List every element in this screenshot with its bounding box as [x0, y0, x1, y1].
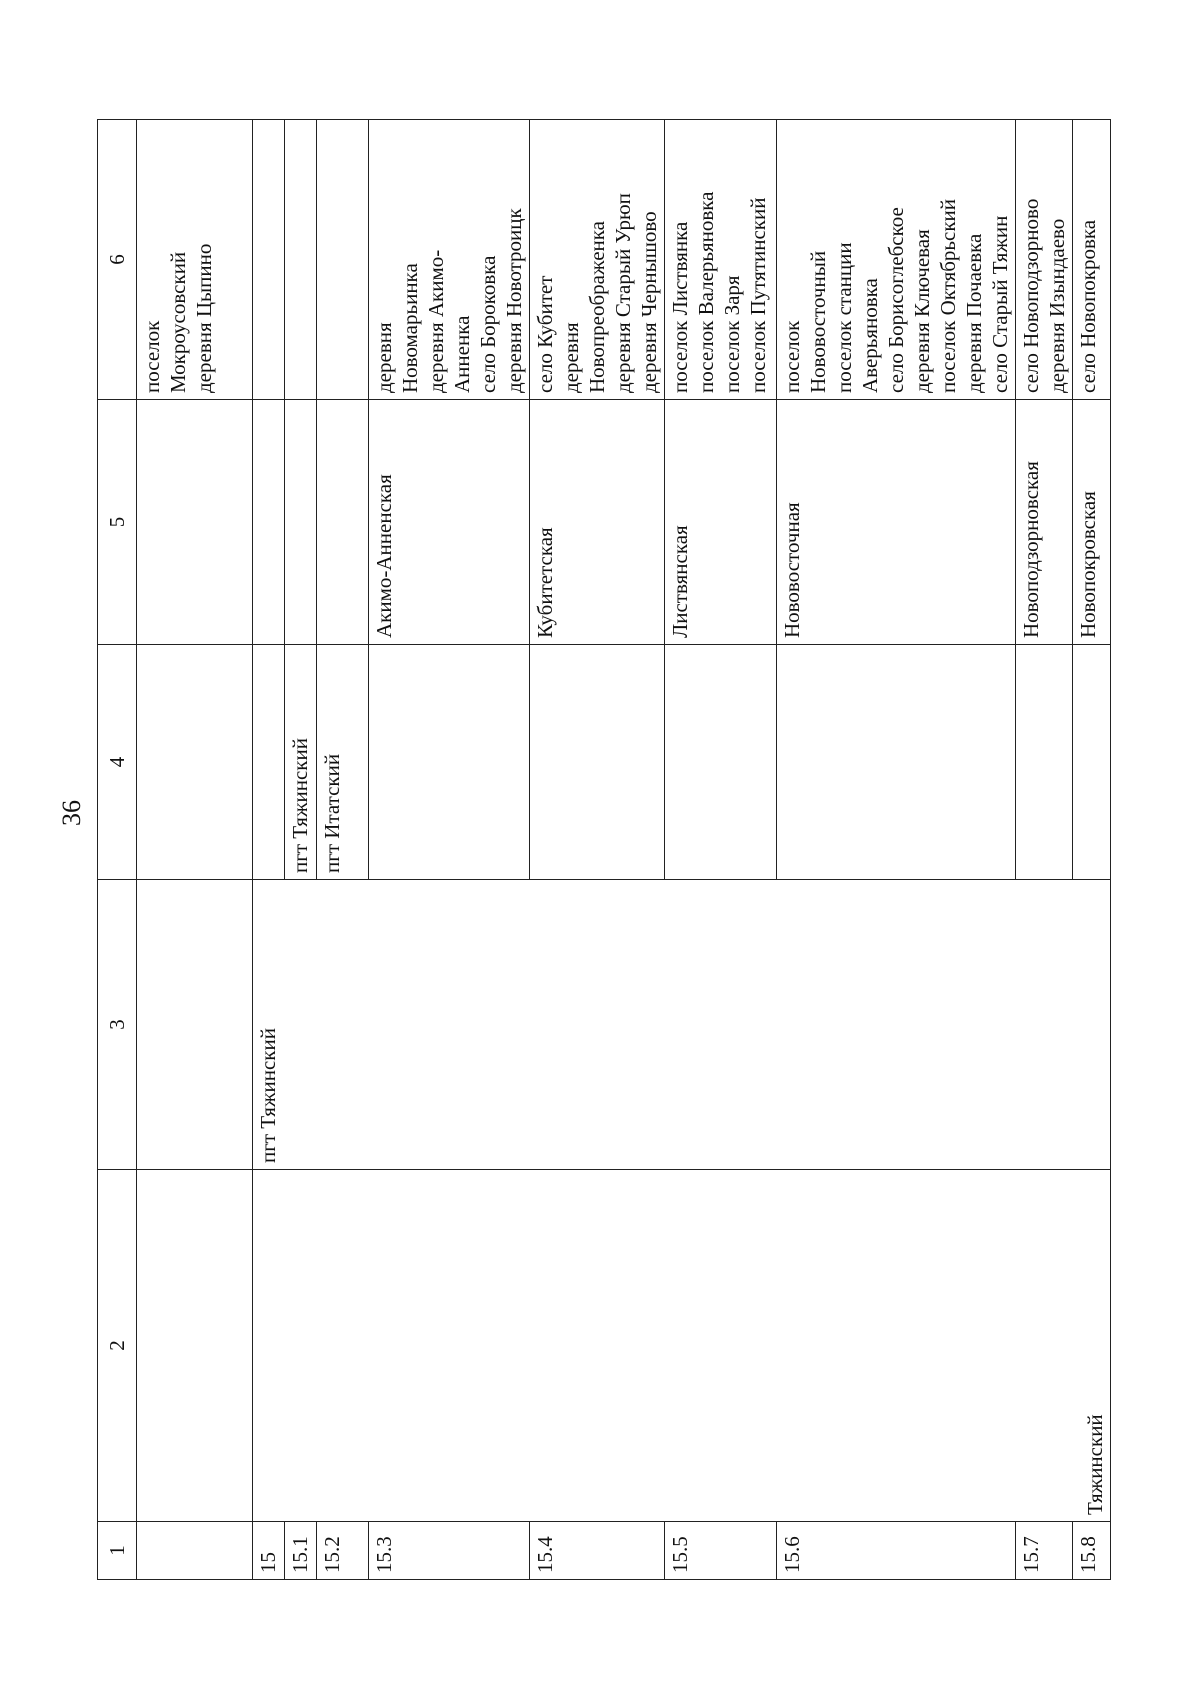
- rural-settlement: Нововосточная: [777, 400, 1016, 645]
- row-number: 15: [253, 1522, 285, 1580]
- settlements-cell: [285, 120, 317, 400]
- settlements-cell: [317, 120, 369, 400]
- settlement-item: деревня Чернышово: [637, 211, 661, 393]
- col-header-4: 4: [98, 645, 137, 880]
- table-row-continued: [137, 120, 253, 1580]
- district-name: Тяжинский: [253, 1170, 1111, 1522]
- settlements-cell: [530, 120, 665, 400]
- urban-settlement: [369, 645, 530, 880]
- urban-settlement: [530, 645, 665, 880]
- settlement-item: поселок Путятинский: [746, 197, 770, 393]
- page-number: 36: [57, 800, 86, 826]
- settlement-list: [139, 126, 217, 393]
- municipal-table: [97, 119, 1111, 1580]
- row-number: 15.5: [665, 1522, 777, 1580]
- settlement-item: деревня: [372, 322, 396, 393]
- settlement-item: село Старый Тяжин: [988, 215, 1012, 393]
- settlement-item: село Новопокровка: [1076, 219, 1100, 393]
- settlement-item: поселок Октябрьский: [936, 198, 960, 393]
- urban-settlement: пгт Итатский: [317, 645, 369, 880]
- rural-settlement: Новоподзорновская: [1016, 400, 1073, 645]
- rural-settlement: Листвянская: [665, 400, 777, 645]
- settlement-item: Новомарьинка: [398, 263, 422, 393]
- settlement-item: село Бороковка: [476, 255, 500, 393]
- urban-settlement: [777, 645, 1016, 880]
- settlement-item: деревня: [559, 322, 583, 393]
- col-header-3: 3: [98, 880, 137, 1170]
- settlement-item: Новопреображенка: [585, 221, 609, 393]
- settlements-cell: [665, 120, 777, 400]
- urban-settlement: пгт Тяжинский: [285, 645, 317, 880]
- urban-settlement: [1073, 645, 1111, 880]
- settlement-item: деревня Изындаево: [1045, 218, 1069, 393]
- row-number: 15.2: [317, 1522, 369, 1580]
- settlement-item: деревня Новотроицк: [502, 208, 526, 393]
- settlement-item: село Борисоглебское: [884, 207, 908, 393]
- rural-settlement: Акимо-Анненская: [369, 400, 530, 645]
- settlement-item: село Кубитет: [533, 275, 557, 393]
- settlement-item: Мокроусовский: [166, 251, 190, 393]
- settlements-cell: [369, 120, 530, 400]
- rural-settlement: [285, 400, 317, 645]
- row-number: 15.3: [369, 1522, 530, 1580]
- settlement-item: деревня Цыпино: [192, 243, 216, 393]
- settlement-item: поселок станции: [832, 242, 856, 393]
- settlement-item: Аверьяновка: [858, 278, 882, 393]
- settlements-cell: [1016, 120, 1073, 400]
- settlement-item: поселок: [780, 320, 804, 393]
- rural-settlement: Кубитетская: [530, 400, 665, 645]
- col-header-2: 2: [98, 1170, 137, 1522]
- settlement-item: деревня Акимо-: [424, 249, 448, 393]
- settlement-item: деревня Старый Урюп: [611, 193, 635, 393]
- rural-settlement: Новопокровская: [1073, 400, 1111, 645]
- row-number: 15.7: [1016, 1522, 1073, 1580]
- col-header-1: 1: [98, 1522, 137, 1580]
- row-number: 15.8: [1073, 1522, 1111, 1580]
- col-header-5: 5: [98, 400, 137, 645]
- settlements-cell: [1073, 120, 1111, 400]
- settlement-item: поселок: [140, 320, 164, 393]
- col-header-6: 6: [98, 120, 137, 400]
- table-row-district: [253, 120, 285, 1580]
- urban-settlement: [665, 645, 777, 880]
- district-center: пгт Тяжинский: [253, 880, 1111, 1170]
- settlement-item: поселок Заря: [720, 275, 744, 393]
- settlement-item: поселок Листвянка: [668, 221, 692, 393]
- rotated-table-container: [97, 120, 1107, 1580]
- row-number: 15.6: [777, 1522, 1016, 1580]
- settlements-cell: [777, 120, 1016, 400]
- row-number: 15.1: [285, 1522, 317, 1580]
- settlement-item: село Новоподзорново: [1019, 198, 1043, 393]
- urban-settlement: [1016, 645, 1073, 880]
- settlement-item: поселок Валерьяновка: [694, 191, 718, 393]
- settlement-item: деревня Ключевая: [910, 229, 934, 393]
- settlements-cell: [137, 120, 253, 400]
- header-row: [98, 120, 137, 1580]
- row-number: 15.4: [530, 1522, 665, 1580]
- settlement-item: Нововосточный: [806, 250, 830, 393]
- settlement-item: Анненка: [450, 315, 474, 393]
- settlement-item: деревня Почаевка: [962, 233, 986, 393]
- rural-settlement: [317, 400, 369, 645]
